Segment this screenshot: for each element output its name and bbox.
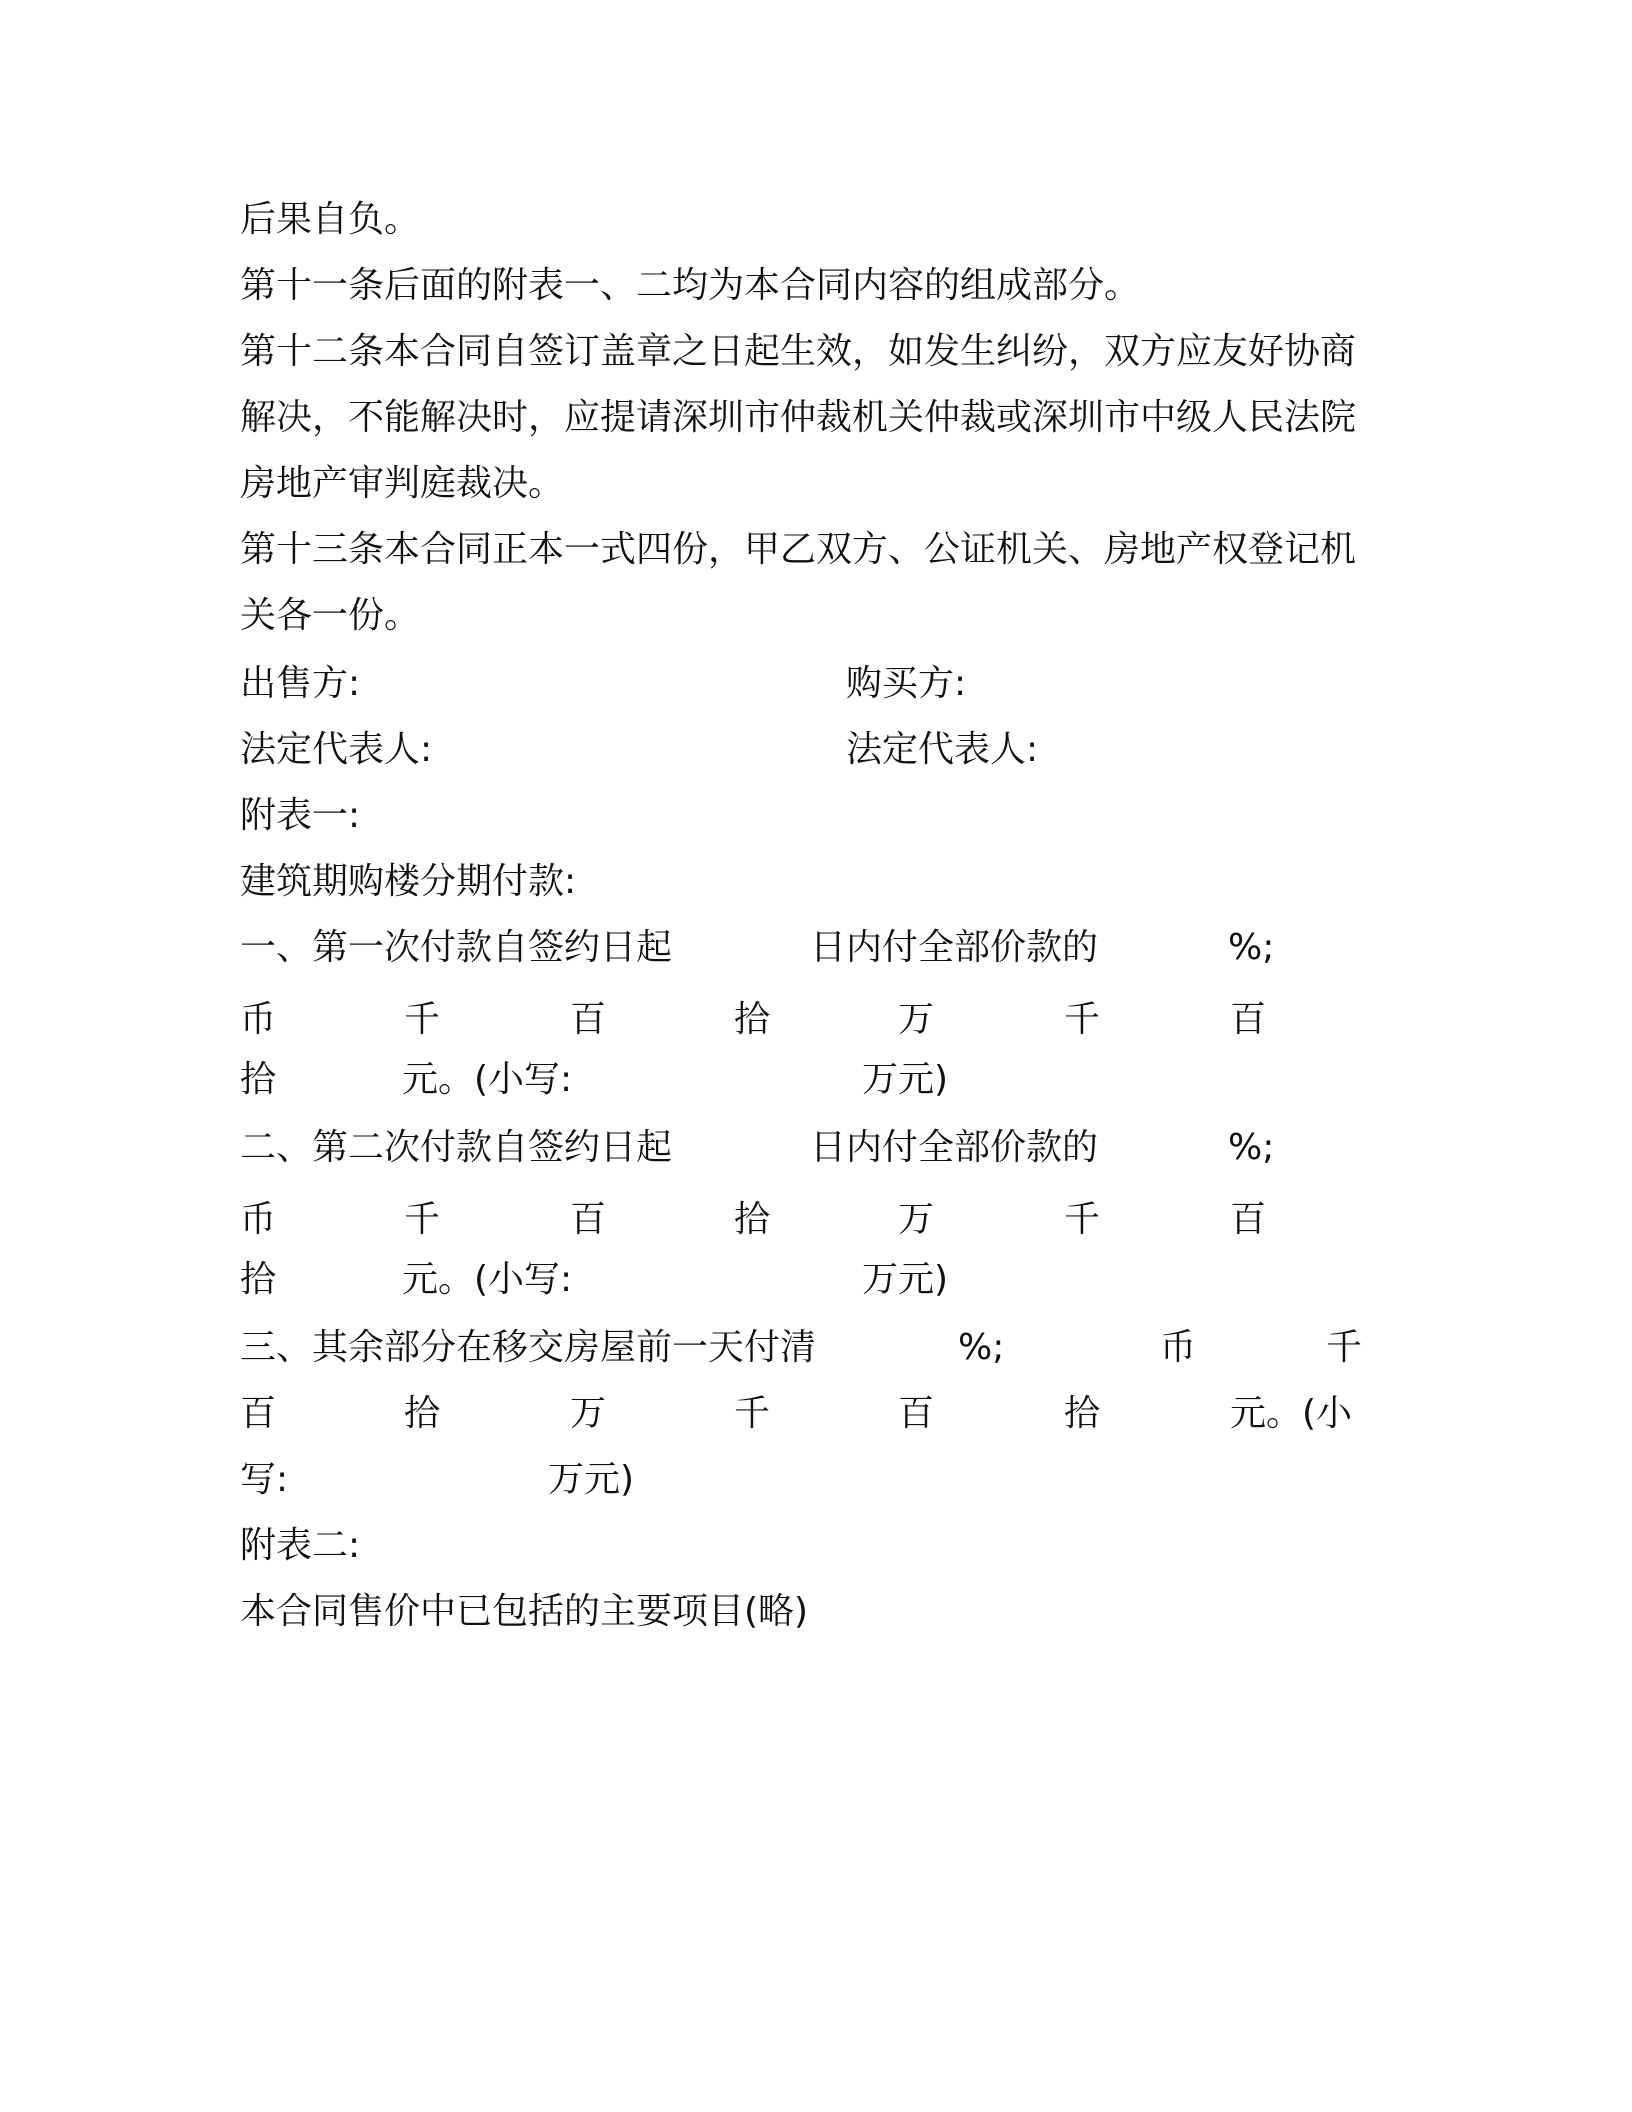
item-2-unit: 千: [404, 1199, 441, 1240]
item-2-wan-yuan: 万元): [862, 1259, 949, 1300]
item-3-unit: 万: [570, 1393, 607, 1434]
item-3-small-label: 元。(小: [1230, 1393, 1353, 1434]
article-12-line-3: 房地产审判庭裁决。: [240, 463, 565, 504]
item-1-unit: 千: [404, 999, 441, 1040]
item-3-unit: 千: [1326, 1327, 1363, 1368]
buyer-label: 购买方:: [846, 663, 967, 704]
item-3-small-label-end: 写:: [240, 1459, 289, 1500]
seller-label: 出售方:: [240, 663, 361, 704]
item-1-mid: 日内付全部价款的: [810, 927, 1099, 968]
schedule-2-title: 附表二:: [240, 1525, 361, 1566]
item-3-lead: 三、其余部分在移交房屋前一天付清: [240, 1327, 817, 1368]
item-1-unit: 拾: [734, 999, 771, 1040]
item-2-unit: 币: [240, 1199, 277, 1240]
item-3-unit: 拾: [1064, 1393, 1101, 1434]
item-2-unit: 拾: [734, 1199, 771, 1240]
buyer-rep-label: 法定代表人:: [846, 729, 1039, 770]
schedule-1-title: 附表一:: [240, 795, 361, 836]
item-1-percent: %;: [1228, 927, 1275, 968]
item-2-mid: 日内付全部价款的: [810, 1127, 1099, 1168]
item-3-percent: %;: [958, 1327, 1005, 1368]
item-3-unit: 百: [898, 1393, 935, 1434]
article-11: 第十一条后面的附表一、二均为本合同内容的组成部分。: [240, 265, 1141, 306]
item-1-tail-unit: 拾: [240, 1059, 277, 1100]
item-3-unit: 拾: [404, 1393, 441, 1434]
seller-rep-label: 法定代表人:: [240, 729, 433, 770]
article-12-line-2: 解决，不能解决时，应提请深圳市仲裁机关仲裁或深圳市中级人民法院: [240, 397, 1357, 438]
article-13-line-1: 第十三条本合同正本一式四份，甲乙双方、公证机关、房地产权登记机: [240, 529, 1357, 570]
item-3-unit: 币: [1160, 1327, 1197, 1368]
item-1-unit: 百: [1230, 999, 1267, 1040]
item-1-small-label: 元。(小写:: [402, 1059, 573, 1100]
item-2-unit: 百: [1230, 1199, 1267, 1240]
article-12-line-1: 第十二条本合同自签订盖章之日起生效，如发生纠纷，双方应友好协商: [240, 331, 1357, 372]
item-3-wan-yuan: 万元): [548, 1459, 635, 1500]
item-1-unit: 百: [570, 999, 607, 1040]
item-2-lead: 二、第二次付款自签约日起: [240, 1127, 673, 1168]
item-1-lead: 一、第一次付款自签约日起: [240, 927, 673, 968]
schedule-1-subtitle: 建筑期购楼分期付款:: [240, 861, 577, 902]
item-2-tail-unit: 拾: [240, 1259, 277, 1300]
paragraph-consequence: 后果自负。: [240, 199, 421, 240]
schedule-2-text: 本合同售价中已包括的主要项目(略): [240, 1591, 809, 1632]
item-3-unit: 百: [240, 1393, 277, 1434]
item-2-unit: 万: [898, 1199, 935, 1240]
item-2-small-label: 元。(小写:: [402, 1259, 573, 1300]
item-2-unit: 千: [1064, 1199, 1101, 1240]
item-1-wan-yuan: 万元): [862, 1059, 949, 1100]
item-1-unit: 千: [1064, 999, 1101, 1040]
item-3-unit: 千: [734, 1393, 771, 1434]
item-1-unit: 万: [898, 999, 935, 1040]
item-1-unit: 币: [240, 999, 277, 1040]
item-2-percent: %;: [1228, 1127, 1275, 1168]
article-13-line-2: 关各一份。: [240, 595, 421, 636]
item-2-unit: 百: [570, 1199, 607, 1240]
